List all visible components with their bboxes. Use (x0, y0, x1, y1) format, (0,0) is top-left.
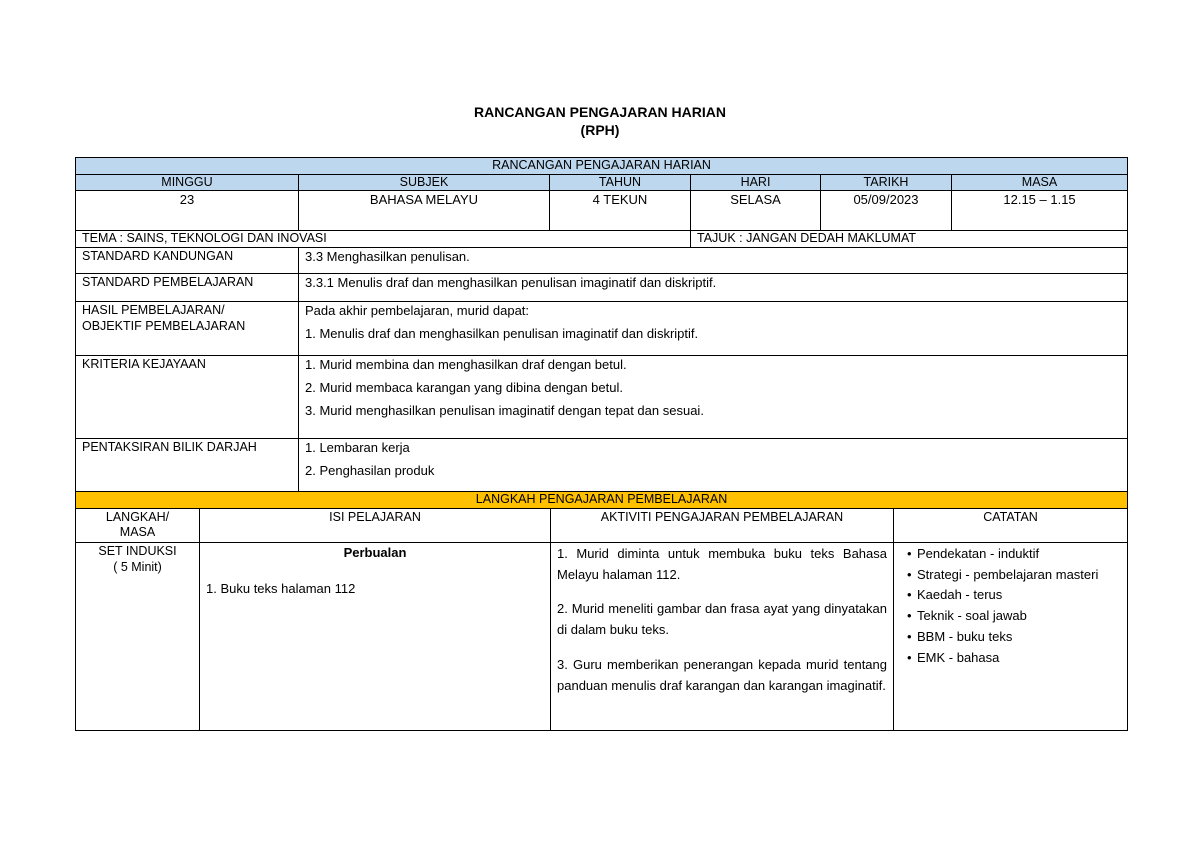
aktiviti-item: 2. Murid meneliti gambar dan frasa ayat yang dinyatakan di dalam buku teks. (557, 601, 887, 638)
tajuk: TAJUK : JANGAN DEDAH MAKLUMAT (691, 231, 1128, 248)
langkah-table (75, 491, 1128, 731)
kriteria-content (299, 355, 1128, 438)
hasil-line: Pada akhir pembelajaran, murid dapat: (305, 302, 530, 318)
title-line-2: (RPH) (580, 122, 620, 138)
langkah-name: SET INDUKSI (98, 543, 177, 558)
col-aktiviti: AKTIVITI PENGAJARAN PEMBELAJARAN (551, 508, 894, 542)
rph-header-table (75, 157, 1128, 494)
col-langkah-line-2: MASA (119, 525, 156, 540)
col-tarikh: TARIKH (821, 174, 952, 191)
value-subjek: BAHASA MELAYU (299, 191, 550, 231)
pentaksiran-line: 2. Penghasilan produk (305, 463, 435, 479)
kriteria-line: 3. Murid menghasilkan penulisan imaginatif dengan tepat dan sesuai. (305, 403, 704, 419)
value-masa: 12.15 – 1.15 (952, 191, 1128, 231)
col-subjek: SUBJEK (299, 174, 550, 191)
value-hari: SELASA (691, 191, 821, 231)
aktiviti-cell (551, 542, 894, 730)
header-banner: RANCANGAN PENGAJARAN HARIAN (76, 158, 1128, 175)
tema: TEMA : SAINS, TEKNOLOGI DAN INOVASI (76, 231, 691, 248)
langkah-cell (76, 542, 200, 730)
hasil-line: 1. Menulis draf dan menghasilkan penulisan imaginatif dan diskriptif. (305, 326, 699, 342)
catatan-item: • Kaedah - terus (909, 585, 1121, 606)
isi-cell (200, 542, 551, 730)
col-isi: ISI PELAJARAN (200, 508, 551, 542)
catatan-item: • Strategi - pembelajaran masteri (909, 565, 1121, 586)
hasil-content (299, 301, 1128, 355)
langkah-masa: ( 5 Minit) (113, 559, 162, 574)
col-catatan: CATATAN (894, 508, 1128, 542)
value-tarikh: 05/09/2023 (821, 191, 952, 231)
col-masa: MASA (952, 174, 1128, 191)
pentaksiran-content (299, 438, 1128, 493)
catatan-item: • BBM - buku teks (909, 627, 1121, 648)
kriteria-line: 1. Murid membina dan menghasilkan draf dengan betul. (305, 356, 627, 372)
standard-pembelajaran: 3.3.1 Menulis draf dan menghasilkan penulisan imaginatif dan diskriptif. (299, 273, 1128, 301)
catatan-item: • EMK - bahasa (909, 648, 1121, 669)
col-minggu: MINGGU (76, 174, 299, 191)
catatan-item: • Pendekatan - induktif (909, 544, 1121, 565)
catatan-cell (894, 542, 1128, 730)
col-tahun: TAHUN (550, 174, 691, 191)
value-minggu: 23 (76, 191, 299, 231)
col-langkah-line-1: LANGKAH/ (105, 509, 170, 524)
langkah-banner: LANGKAH PENGAJARAN PEMBELAJARAN (76, 492, 1128, 509)
pentaksiran-line: 1. Lembaran kerja (305, 439, 410, 455)
isi-heading: Perbualan (343, 544, 407, 560)
value-tahun: 4 TEKUN (550, 191, 691, 231)
col-langkah (76, 508, 200, 542)
hasil-label (76, 301, 299, 355)
isi-item: 1. Buku teks halaman 112 (206, 581, 356, 597)
standard-pembelajaran-label: STANDARD PEMBELAJARAN (76, 273, 299, 301)
aktiviti-item: 1. Murid diminta untuk membuka buku teks Bahasa Melayu halaman 112. (557, 545, 887, 582)
title-line-1: RANCANGAN PENGAJARAN HARIAN (473, 104, 726, 120)
standard-kandungan: 3.3 Menghasilkan penulisan. (299, 247, 1128, 273)
col-hari: HARI (691, 174, 821, 191)
standard-kandungan-label: STANDARD KANDUNGAN (76, 247, 299, 273)
catatan-item: • Teknik - soal jawab (909, 606, 1121, 627)
pentaksiran-label: PENTAKSIRAN BILIK DARJAH (76, 438, 299, 493)
catatan-list (900, 544, 1121, 669)
hasil-label-line-2: OBJEKTIF PEMBELAJARAN (82, 318, 246, 333)
hasil-label-line-1: HASIL PEMBELAJARAN/ (82, 302, 225, 317)
aktiviti-item: 3. Guru memberikan penerangan kepada murid tentang panduan menulis draf karangan dan karangan imaginatif. (557, 657, 887, 693)
kriteria-label: KRITERIA KEJAYAAN (76, 355, 299, 438)
kriteria-line: 2. Murid membaca karangan yang dibina dengan betul. (305, 380, 623, 396)
